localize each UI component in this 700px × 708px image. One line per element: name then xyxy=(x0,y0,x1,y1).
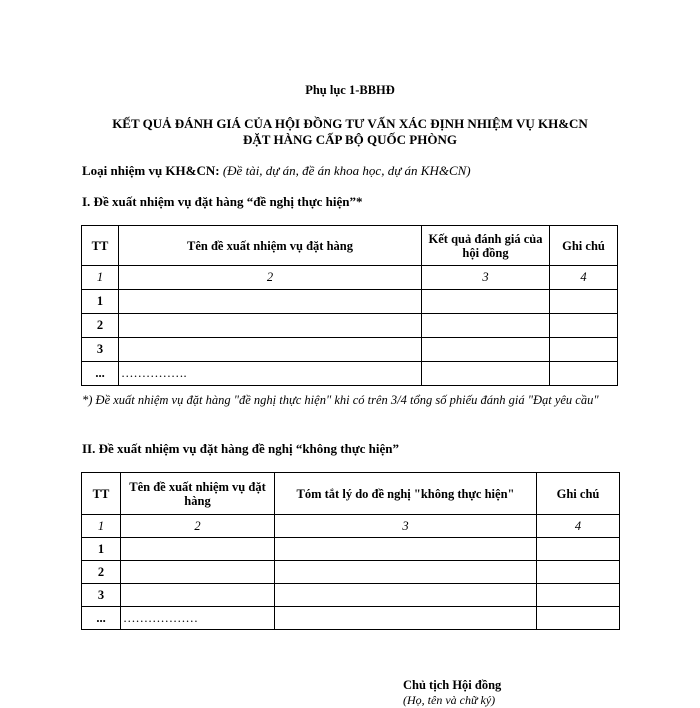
column-number-row xyxy=(82,515,620,538)
column-number: 2 xyxy=(119,266,422,290)
table-cell xyxy=(275,561,537,584)
task-type-line xyxy=(82,163,471,179)
row-index: 1 xyxy=(82,290,119,314)
row-index: 3 xyxy=(82,584,121,607)
table-header-row xyxy=(82,226,618,266)
row-index: 1 xyxy=(82,538,121,561)
row-index: ... xyxy=(82,362,119,386)
table-cell xyxy=(537,607,620,630)
table-cell xyxy=(422,314,550,338)
table-cell xyxy=(422,362,550,386)
table-cell xyxy=(550,362,618,386)
column-number: 2 xyxy=(121,515,275,538)
table-cell xyxy=(537,584,620,607)
footnote: *) Đề xuất nhiệm vụ đặt hàng "đề nghị thực hiện" khi có trên 3/4 tổng số phiếu đánh giá "Đạt yêu cầu" xyxy=(82,393,599,407)
column-number: 3 xyxy=(275,515,537,538)
table-cell xyxy=(550,290,618,314)
table-cell xyxy=(275,538,537,561)
row-index: 2 xyxy=(82,314,119,338)
table-row-ellipsis xyxy=(82,362,618,386)
ellipsis-cell: ……………… xyxy=(121,607,275,630)
header-notes: Ghi chú xyxy=(550,226,618,266)
table-header-row xyxy=(82,473,620,515)
column-number-row xyxy=(82,266,618,290)
table-cell xyxy=(422,338,550,362)
table-row xyxy=(82,338,618,362)
table-cell xyxy=(537,538,620,561)
document-title xyxy=(60,116,640,148)
table-row xyxy=(82,584,620,607)
table-cell xyxy=(119,290,422,314)
column-number: 4 xyxy=(537,515,620,538)
table-row xyxy=(82,290,618,314)
signature-subtitle: (Họ, tên và chữ ký) xyxy=(403,693,496,707)
signature-title: Chủ tịch Hội đồng xyxy=(403,678,502,692)
header-rejection-reason: Tóm tắt lý do đề nghị "không thực hiện" xyxy=(275,473,537,515)
table-cell xyxy=(275,584,537,607)
header-proposal-name: Tên đề xuất nhiệm vụ đặt hàng xyxy=(119,226,422,266)
proposal-table-rejected xyxy=(81,472,620,630)
column-number: 1 xyxy=(82,266,119,290)
ellipsis-cell: ……………. xyxy=(119,362,422,386)
table-row xyxy=(82,538,620,561)
header-evaluation-result: Kết quả đánh giá của hội đồng xyxy=(422,226,550,266)
task-type-label: Loại nhiệm vụ KH&CN: xyxy=(82,163,220,178)
title-line-2: ĐẶT HÀNG CẤP BỘ QUỐC PHÒNG xyxy=(243,132,457,147)
row-index: ... xyxy=(82,607,121,630)
header-tt: TT xyxy=(82,473,121,515)
table-cell xyxy=(537,561,620,584)
table-cell xyxy=(275,607,537,630)
table-row xyxy=(82,561,620,584)
table-cell xyxy=(119,338,422,362)
header-notes: Ghi chú xyxy=(537,473,620,515)
header-proposal-name: Tên đề xuất nhiệm vụ đặt hàng xyxy=(121,473,275,515)
proposal-table-approved xyxy=(81,225,618,386)
section-2-heading: II. Đề xuất nhiệm vụ đặt hàng đề nghị “không thực hiện” xyxy=(82,441,399,456)
table-cell xyxy=(550,338,618,362)
appendix-label: Phụ lục 1-BBHĐ xyxy=(305,83,395,97)
table-row xyxy=(82,314,618,338)
column-number: 1 xyxy=(82,515,121,538)
header-tt: TT xyxy=(82,226,119,266)
table-cell xyxy=(121,584,275,607)
table-cell xyxy=(550,314,618,338)
section-1-heading: I. Đề xuất nhiệm vụ đặt hàng “đề nghị thực hiện”* xyxy=(82,194,363,209)
table-cell xyxy=(422,290,550,314)
column-number: 3 xyxy=(422,266,550,290)
column-number: 4 xyxy=(550,266,618,290)
row-index: 2 xyxy=(82,561,121,584)
table-cell xyxy=(121,561,275,584)
table-cell xyxy=(121,538,275,561)
table-cell xyxy=(119,314,422,338)
table-row-ellipsis xyxy=(82,607,620,630)
row-index: 3 xyxy=(82,338,119,362)
task-type-value: (Đề tài, dự án, đề án khoa học, dự án KH&CN) xyxy=(222,163,471,178)
title-line-1: KẾT QUẢ ĐÁNH GIÁ CỦA HỘI ĐỒNG TƯ VẤN XÁC ĐỊNH NHIỆM VỤ KH&CN xyxy=(112,116,588,131)
